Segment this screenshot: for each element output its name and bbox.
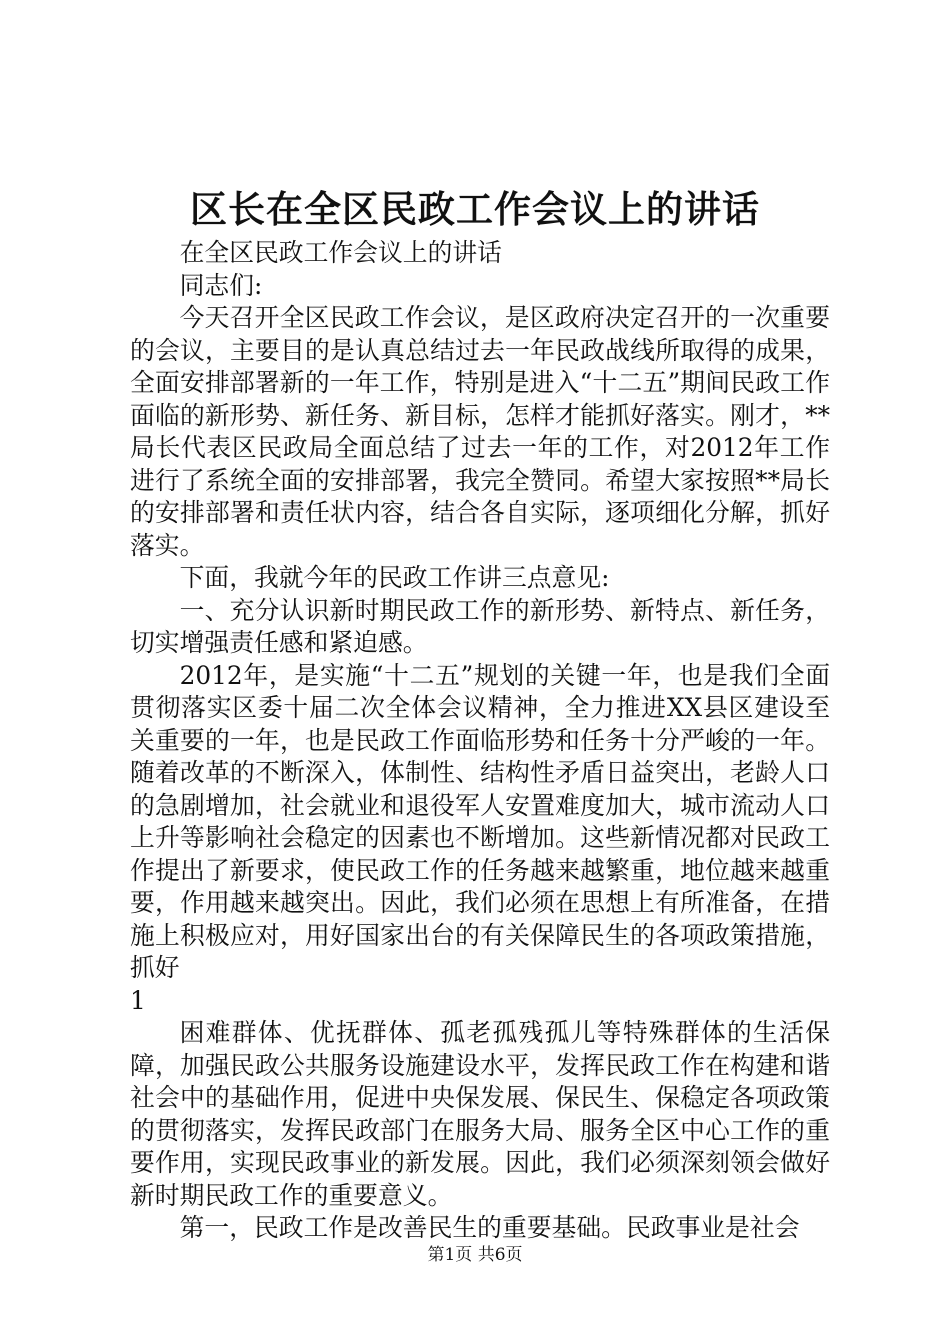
body-paragraph: 第一，民政工作是改善民生的重要基础。民政事业是社会 xyxy=(179,1213,800,1242)
document-title: 区长在全区民政工作会议上的讲话 xyxy=(190,187,760,231)
salutation-paragraph: 同志们: xyxy=(179,270,263,300)
section-heading: 一、充分认识新时期民政工作的新形势、新特点、新任务，切实增强责任感和紧迫感。 xyxy=(130,595,830,657)
subtitle-paragraph: 在全区民政工作会议上的讲话 xyxy=(179,238,502,267)
body-paragraph: 困难群体、优抚群体、孤老孤残孤儿等特殊群体的生活保障，加强民政公共服务设施建设水平，发挥民政工作在构建和谐社会中的基础作用，促进中央保发展、保民生、保稳定各项政策的贯彻落实，发挥民政部门在服务大局、服务全区中心工作的重要作用，实现民政事业的新发展。因此，我们必须深刻领会做好新时期民政工作的重要意义。 xyxy=(130,1018,830,1210)
page-footer: 第1页 共6页 xyxy=(427,1245,523,1265)
document-body xyxy=(130,237,830,1245)
inline-page-number: 1 xyxy=(130,985,146,1015)
body-paragraph: 下面，我就今年的民政工作讲三点意见: xyxy=(179,563,610,592)
body-paragraph: 2012年，是实施“十二五”规划的关键一年，也是我们全面贯彻落实区委十届二次全体会议精神，全力推进XX县区建设至关重要的一年，也是民政工作面临形势和任务十分严峻的一年。随着改革的不断深入，体制性、结构性矛盾日益突出，老龄人口的急剧增加，社会就业和退役军人安置难度加大，城市流动人口上升等影响社会稳定的因素也不断增加。这些新情况都对民政工作提出了新要求，使民政工作的任务越来越繁重，地位越来越重要，作用越来越突出。因此，我们必须在思想上有所准备，在措施上积极应对，用好国家出台的有关保障民生的各项政策措施，抓好 xyxy=(130,660,830,982)
body-paragraph: 今天召开全区民政工作会议，是区政府决定召开的一次重要的会议，主要目的是认真总结过去一年民政战线所取得的成果，全面安排部署新的一年工作，特别是进入“十二五”期间民政工作面临的新形势、新任务、新目标，怎样才能抓好落实。刚才，**局长代表区民政局全面总结了过去一年的工作，对2012年工作进行了系统全面的安排部署，我完全赞同。希望大家按照**局长的安排部署和责任状内容，结合各自实际，逐项细化分解，抓好落实。 xyxy=(130,303,830,560)
